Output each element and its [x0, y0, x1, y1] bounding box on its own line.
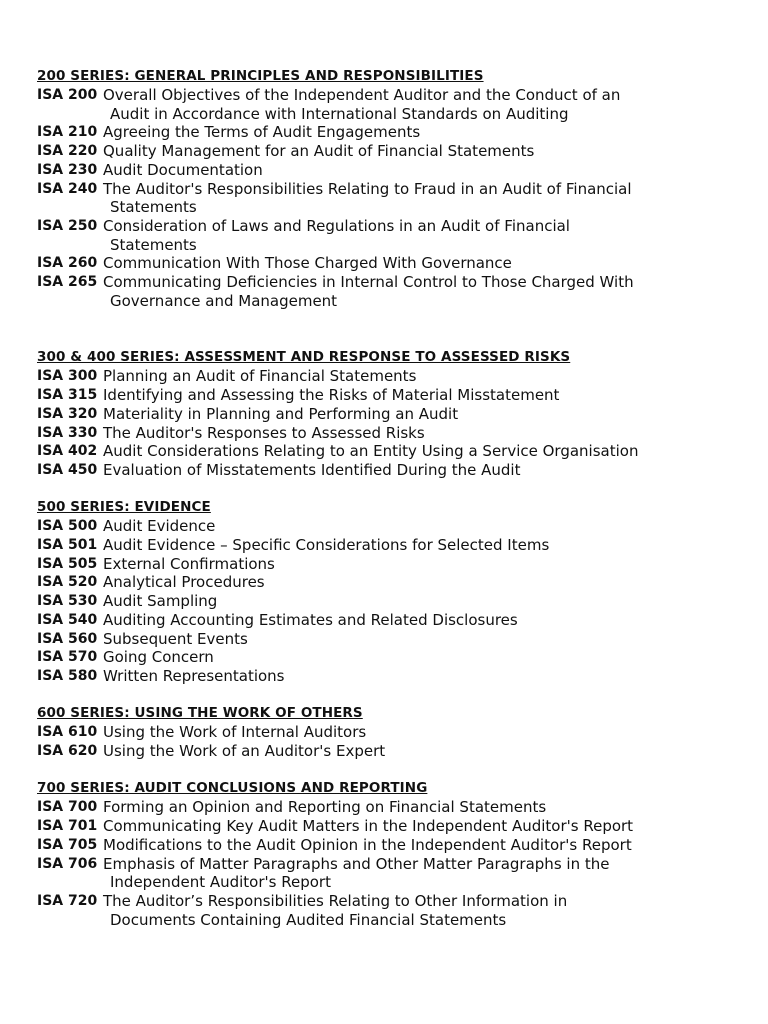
section-300-400 — [37, 348, 737, 479]
standard-title: Emphasis of Matter Paragraphs and Other Matter Paragraphs in the — [103, 854, 610, 873]
standard-item — [37, 424, 737, 443]
standard-title: Auditing Accounting Estimates and Related Disclosures — [103, 610, 518, 629]
standard-code: ISA 700 — [37, 799, 98, 816]
standard-item — [37, 86, 737, 123]
section-spacer — [37, 480, 737, 499]
standard-title: Subsequent Events — [103, 629, 248, 648]
section-700 — [37, 779, 737, 929]
standard-title: Written Representations — [103, 666, 285, 685]
standard-item — [37, 123, 737, 142]
standard-title: Audit Considerations Relating to an Entity Using a Service Organisation — [103, 442, 639, 461]
standard-code: ISA 570 — [37, 649, 98, 666]
standard-item — [37, 667, 737, 686]
standard-title-cont: Governance and Management — [110, 291, 338, 310]
standard-title: Materiality in Planning and Performing an Audit — [103, 404, 459, 423]
standard-code: ISA 265 — [37, 274, 98, 291]
standard-title: The Auditor's Responses to Assessed Risks — [103, 423, 425, 442]
standard-title: Analytical Procedures — [103, 573, 265, 592]
standard-title: External Confirmations — [103, 554, 275, 573]
section-heading: 300 & 400 SERIES: ASSESSMENT AND RESPONSE TO ASSESSED RISKS — [37, 349, 571, 366]
standard-code: ISA 530 — [37, 593, 98, 610]
standard-item — [37, 367, 737, 386]
standard-code: ISA 250 — [37, 217, 98, 234]
standard-title: Overall Objectives of the Independent Auditor and the Conduct of an — [103, 86, 621, 104]
standard-item — [37, 855, 737, 892]
standard-item — [37, 611, 737, 630]
standard-item — [37, 798, 737, 817]
standard-code: ISA 260 — [37, 255, 98, 272]
standard-item — [37, 573, 737, 592]
standard-item — [37, 517, 737, 536]
section-500 — [37, 498, 737, 685]
section-heading: 700 SERIES: AUDIT CONCLUSIONS AND REPORTING — [37, 780, 428, 797]
standard-code: ISA 330 — [37, 424, 98, 441]
standard-item — [37, 630, 737, 649]
section-spacer — [37, 761, 737, 780]
standard-code: ISA 520 — [37, 574, 98, 591]
standard-item — [37, 180, 737, 217]
standard-title-cont: Audit in Accordance with International Standards on Auditing — [110, 104, 569, 123]
standard-code: ISA 540 — [37, 611, 98, 628]
standard-item — [37, 273, 737, 310]
standard-title: Identifying and Assessing the Risks of Material Misstatement — [103, 386, 560, 405]
standard-title: Using the Work of an Auditor's Expert — [103, 742, 386, 761]
standard-title: Planning an Audit of Financial Statements — [103, 367, 417, 386]
standard-title: Audit Sampling — [103, 592, 218, 611]
standard-code: ISA 500 — [37, 518, 98, 535]
standard-title: Quality Management for an Audit of Financial Statements — [103, 142, 535, 161]
section-spacer — [37, 310, 737, 340]
standard-item — [37, 442, 737, 461]
standard-item — [37, 836, 737, 855]
standard-code: ISA 220 — [37, 143, 98, 160]
standard-code: ISA 701 — [37, 818, 98, 835]
standard-code: ISA 402 — [37, 443, 98, 460]
standard-code: ISA 240 — [37, 180, 98, 197]
standard-title: Forming an Opinion and Reporting on Financial Statements — [103, 798, 547, 817]
standard-title: Audit Evidence — [103, 517, 216, 536]
standard-title-cont: Documents Containing Audited Financial Statements — [110, 910, 507, 929]
section-heading: 200 SERIES: GENERAL PRINCIPLES AND RESPONSIBILITIES — [37, 68, 484, 84]
standard-code: ISA 620 — [37, 743, 98, 760]
standard-item — [37, 723, 737, 742]
standard-item — [37, 892, 737, 929]
standard-code: ISA 320 — [37, 405, 98, 422]
standard-item — [37, 254, 737, 273]
standard-code: ISA 580 — [37, 667, 98, 684]
standard-title: Audit Documentation — [103, 160, 263, 179]
section-heading: 500 SERIES: EVIDENCE — [37, 499, 211, 516]
standard-title: Modifications to the Audit Opinion in the Independent Auditor's Report — [103, 835, 632, 854]
section-heading: 600 SERIES: USING THE WORK OF OTHERS — [37, 705, 363, 722]
standard-item — [37, 648, 737, 667]
standard-item — [37, 217, 737, 254]
standard-code: ISA 315 — [37, 387, 98, 404]
standard-item — [37, 742, 737, 761]
standard-code: ISA 300 — [37, 368, 98, 385]
standard-title: Audit Evidence – Specific Considerations for Selected Items — [103, 536, 550, 555]
standard-title: The Auditor’s Responsibilities Relating to Other Information in — [103, 891, 568, 910]
standard-code: ISA 450 — [37, 461, 98, 478]
standard-code: ISA 200 — [37, 87, 98, 103]
standard-item — [37, 536, 737, 555]
standard-title: The Auditor's Responsibilities Relating to Fraud in an Audit of Financial — [103, 179, 632, 198]
standard-title: Communicating Key Audit Matters in the Independent Auditor's Report — [103, 817, 634, 836]
standard-item — [37, 592, 737, 611]
section-600 — [37, 704, 737, 760]
document-page — [37, 67, 737, 929]
standard-code: ISA 720 — [37, 892, 98, 909]
standard-title: Consideration of Laws and Regulations in an Audit of Financial — [103, 216, 570, 235]
standard-item — [37, 461, 737, 480]
standard-code: ISA 505 — [37, 555, 98, 572]
standard-code: ISA 230 — [37, 161, 98, 178]
section-spacer — [37, 686, 737, 705]
standard-title-cont: Statements — [110, 198, 197, 217]
standard-title: Evaluation of Misstatements Identified During the Audit — [103, 460, 521, 479]
standard-title: Communication With Those Charged With Governance — [103, 254, 512, 273]
standard-title-cont: Statements — [110, 235, 197, 254]
standard-item — [37, 161, 737, 180]
standard-code: ISA 706 — [37, 855, 98, 872]
standard-code: ISA 501 — [37, 537, 98, 554]
standard-item — [37, 817, 737, 836]
section-200 — [37, 67, 737, 310]
standard-title: Using the Work of Internal Auditors — [103, 723, 367, 742]
standard-item — [37, 555, 737, 574]
standard-item — [37, 405, 737, 424]
standard-title: Going Concern — [103, 648, 214, 667]
standard-title: Communicating Deficiencies in Internal Control to Those Charged With — [103, 273, 634, 292]
standard-title-cont: Independent Auditor's Report — [110, 873, 331, 892]
standard-code: ISA 705 — [37, 836, 98, 853]
standard-item — [37, 386, 737, 405]
standard-code: ISA 560 — [37, 630, 98, 647]
standard-code: ISA 210 — [37, 124, 98, 141]
standard-item — [37, 142, 737, 161]
standard-title: Agreeing the Terms of Audit Engagements — [103, 123, 421, 142]
standard-code: ISA 610 — [37, 724, 98, 741]
